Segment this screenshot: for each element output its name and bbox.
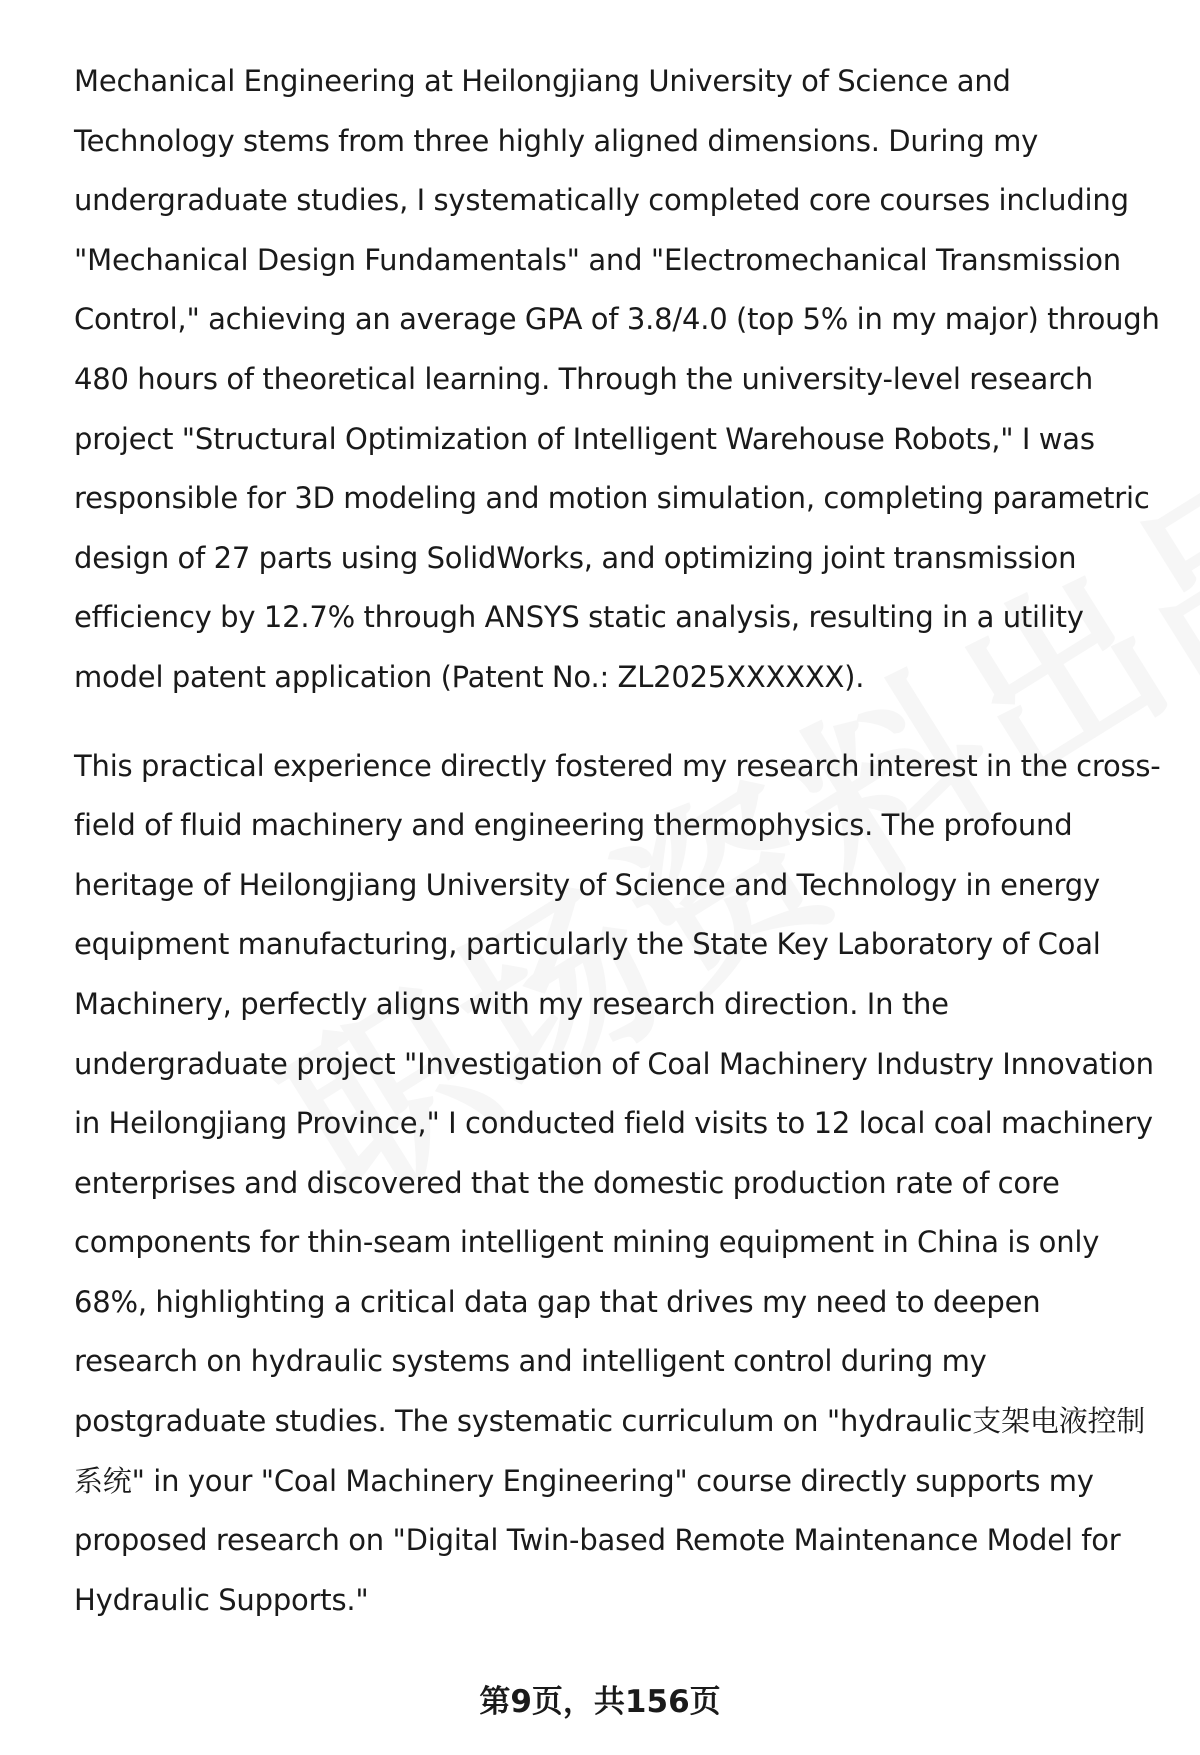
- page-number-footer: 第9页，共156页: [479, 1684, 721, 1720]
- paragraph-2: This practical experience directly fostered my research interest in the cross-field of fluid machinery and engineering thermophysics. The profound heritage of Heilongjiang University of Science and Technology in energy equipment manufacturing, particularly the State Key Laboratory of Coal Machinery, perfectly aligns with my research direction. In the undergraduate project "Investigation of Coal Machinery Industry Innovation in Heilongjiang Province," I conducted field visits to 12 local coal machinery enterprises and discovered that the domestic production rate of core components for thin-seam intelligent mining equipment in China is only 68%, highlighting a critical data gap that drives my need to deepen research on hydraulic systems and intelligent control during my postgraduate studies. The systematic curriculum on "hydraulic支架电液控制系统" in your "Coal Machinery Engineering" course directly supports my proposed research on "Digital Twin-based Remote Maintenance Model for Hydraulic Supports.": [74, 748, 1161, 1617]
- paragraph-1: Mechanical Engineering at Heilongjiang University of Science and Technology stems from three highly aligned dimensions. During my undergraduate studies, I systematically completed core courses including "Mechanical Design Fundamentals" and "Electromechanical Transmission Control," achieving an average GPA of 3.8/4.0 (top 5% in my major) through 480 hours of theoretical learning. Through the university-level research project "Structural Optimization of Intelligent Warehouse Robots," I was responsible for 3D modeling and motion simulation, completing parametric design of 27 parts using SolidWorks, and optimizing joint transmission efficiency by 12.7% through ANSYS static analysis, resulting in a utility model patent application (Patent No.: ZL2025XXXXXX).: [74, 64, 1160, 694]
- document-body: [74, 52, 1164, 1630]
